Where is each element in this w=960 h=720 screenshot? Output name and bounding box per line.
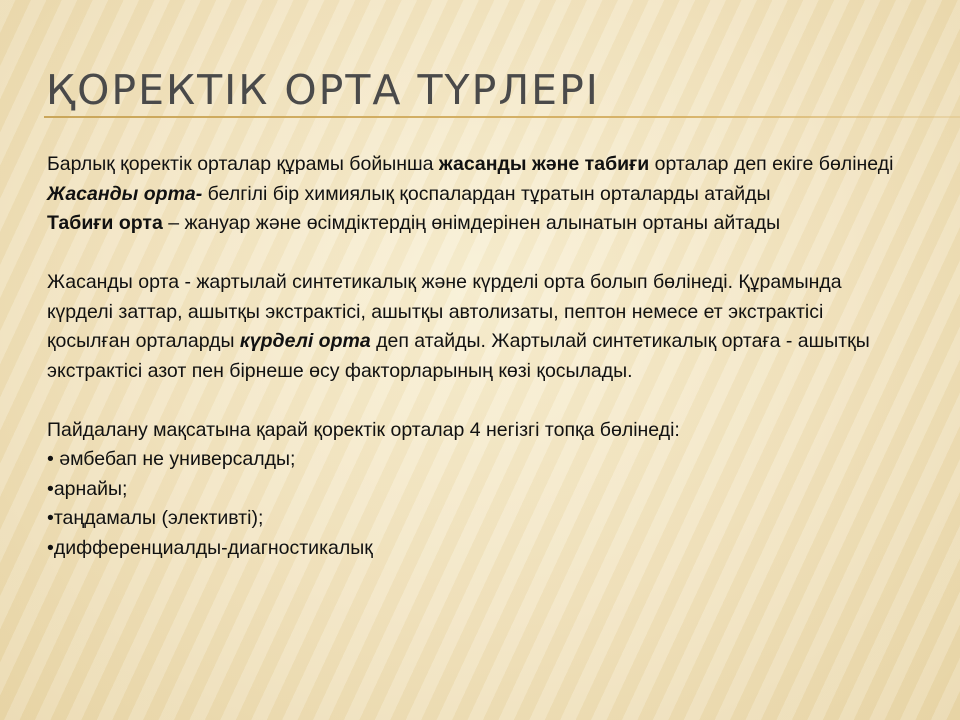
title-underline: [44, 116, 960, 118]
groups-list: [47, 445, 907, 563]
intro-prefix: Барлық қоректік орталар құрамы бойынша: [47, 153, 439, 175]
natural-term: Табиғи орта: [47, 212, 163, 234]
list-item: •дифференциалды-диагностикалық: [47, 536, 373, 559]
list-item: •таңдамалы (элективті);: [47, 507, 264, 529]
natural-text: – жануар және өсімдіктердің өнімдерінен алынатын ортаны айтады: [162, 212, 781, 234]
slide-content: [47, 150, 907, 563]
paragraph2-after: деп атайды. Жартылай синтетикалық ортаға - ашытқы экстрактісі азот пен бірнеше өсу факторларының көзі қосылады.: [47, 330, 870, 382]
intro-suffix: орталар деп екіге бөлінеді: [649, 153, 894, 175]
spacer: [47, 239, 907, 269]
artificial-text: белгілі бір химиялық қоспалардан тұратын орталарды атайды: [202, 182, 771, 205]
natural-definition: [47, 209, 907, 239]
spacer: [47, 386, 907, 416]
artificial-term: Жасанды орта-: [47, 182, 203, 205]
groups-intro: Пайдалану мақсатына қарай қоректік орталар 4 негізгі топқа бөлінеді:: [47, 418, 680, 441]
list-item: •арнайы;: [47, 477, 128, 500]
intro-emphasis: жасанды және табиғи: [438, 153, 650, 175]
artificial-definition: [47, 180, 907, 210]
complex-medium-term: күрделі орта: [239, 330, 371, 352]
slide-title: ҚОРЕКТІК ОРТА ТҮРЛЕРІ: [46, 66, 600, 114]
list-item: • әмбебап не универсалды;: [47, 448, 296, 470]
paragraph2-before: Жасанды орта - жартылай синтетикалық және күрделі орта болып бөлінеді. Құрамында күрделі заттар, ашытқы экстрактісі, ашытқы автолизаты, пептон немесе ет экстрактісі қосылған орталарды: [47, 271, 842, 352]
intro-paragraph: [47, 150, 907, 180]
artificial-types-paragraph: [47, 268, 907, 386]
